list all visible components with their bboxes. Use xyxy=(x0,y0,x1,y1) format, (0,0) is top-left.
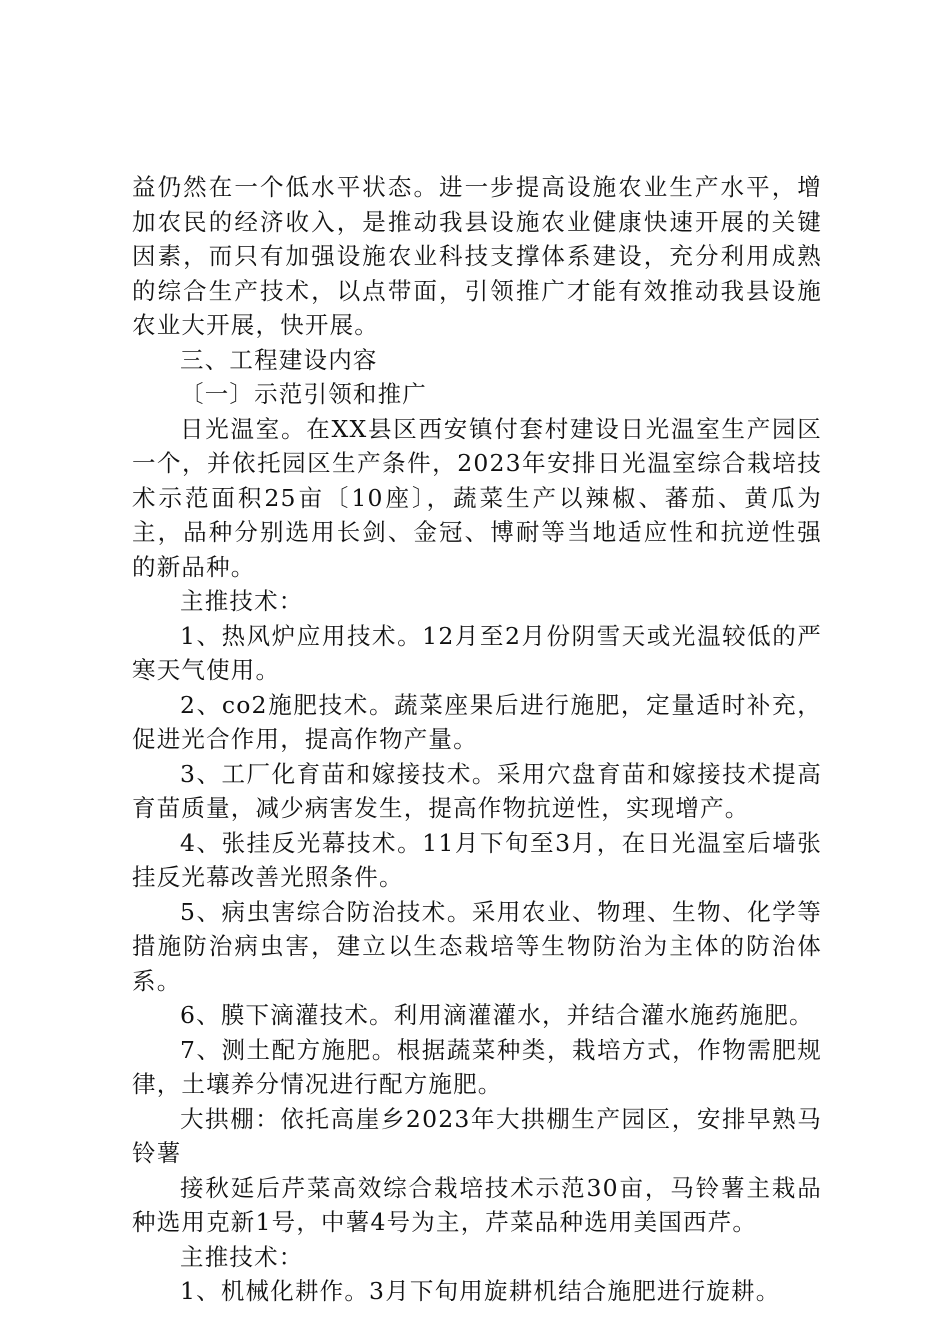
main-tech-heading: 主推技术： xyxy=(180,587,304,615)
main-tech-heading: 主推技术： xyxy=(180,1242,304,1271)
list-item: 1、热风炉应用技术。12月至2月份阴雪天或光温较低的严寒天气使用。 xyxy=(132,621,822,684)
paragraph-arch-shed: 大拱棚：依托高崖乡2023年大拱棚生产园区，安排早熟马铃薯 xyxy=(132,1104,822,1167)
subsection-heading: 〔一〕示范引领和推广 xyxy=(180,380,427,408)
list-item: 7、测土配方施肥。根据蔬菜种类，栽培方式，作物需肥规律，土壤养分情况进行配方施肥。 xyxy=(132,1035,822,1098)
list-item: 1、机械化耕作。3月下旬用旋耕机结合施肥进行旋耕。 xyxy=(180,1277,781,1305)
paragraph-continuation: 益仍然在一个低水平状态。进一步提高设施农业生产水平，增加农民的经济收入，是推动我县设施农业健康快速开展的关键因素，而只有加强设施农业科技支撑体系建设，充分利用成熟的综合生产技术，以点带面，引领推广才能有效推动我县设施农业大开展，快开展。 xyxy=(132,173,822,339)
list-item: 4、张挂反光幕技术。11月下旬至3月，在日光温室后墙张挂反光幕改善光照条件。 xyxy=(132,828,822,891)
list-item: 5、病虫害综合防治技术。采用农业、物理、生物、化学等措施防治病虫害，建立以生态栽培等生物防治为主体的防治体系。 xyxy=(132,897,822,995)
paragraph-greenhouse: 日光温室。在XX县区西安镇付套村建设日光温室生产园区一个，并依托园区生产条件，2023年安排日光温室综合栽培技术示范面积25亩〔10座〕，蔬菜生产以辣椒、蕃茄、黄瓜为主，品种分别选用长剑、金冠、博耐等当地适应性和抗逆性强的新品种。 xyxy=(132,414,822,581)
paragraph-arch-shed-continued: 接秋延后芹菜高效综合栽培技术示范30亩，马铃薯主栽品种选用克新1号，中薯4号为主，芹菜品种选用美国西芹。 xyxy=(132,1173,822,1236)
document-body xyxy=(132,170,822,1309)
section-heading: 三、工程建设内容 xyxy=(180,345,378,374)
list-item: 3、工厂化育苗和嫁接技术。采用穴盘育苗和嫁接技术提高育苗质量，减少病害发生，提高作物抗逆性，实现增产。 xyxy=(132,759,822,822)
list-item: 2、co2施肥技术。蔬菜座果后进行施肥，定量适时补充，促进光合作用，提高作物产量。 xyxy=(132,690,822,753)
list-item: 6、膜下滴灌技术。利用滴灌灌水，并结合灌水施药施肥。 xyxy=(180,1001,814,1029)
